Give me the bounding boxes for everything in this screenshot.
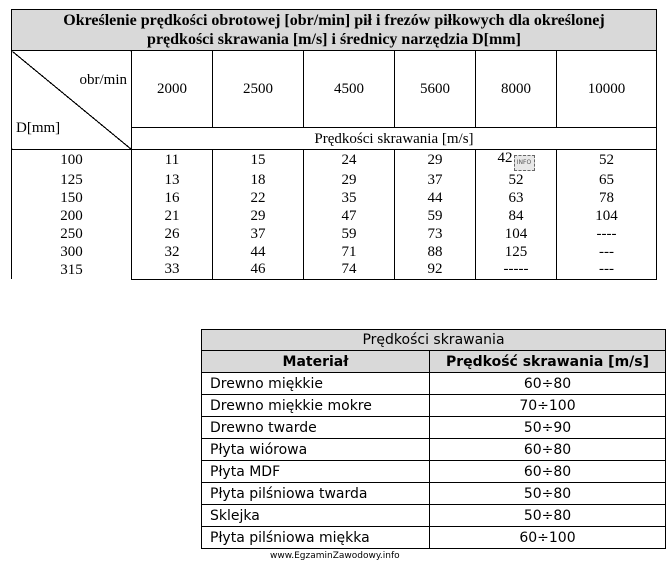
rpm-header-row — [12, 51, 657, 128]
speed-cell: 74 — [304, 261, 395, 279]
speed-range-cell: 50÷80 — [430, 483, 666, 505]
speed-cell: ---- — [557, 225, 657, 243]
material-cell: Płyta pilśniowa miękka — [202, 527, 430, 549]
table-row — [12, 171, 657, 189]
diameter-label: D[mm] — [16, 120, 61, 136]
speed-cell: 24 — [304, 150, 395, 172]
diameter-cell: 200 — [12, 207, 132, 225]
material-column-header: Materiał — [202, 351, 430, 373]
speed-cell: 37 — [395, 171, 476, 189]
rpm-header-cell: 2000 — [132, 51, 213, 128]
speed-cell: 44 — [395, 189, 476, 207]
speed-cell: 32 — [132, 243, 213, 261]
table-row — [12, 150, 657, 172]
speed-range-cell: 60÷80 — [430, 461, 666, 483]
speed-cell: 11 — [132, 150, 213, 172]
speed-cell: 65 — [557, 171, 657, 189]
speed-cell: 46 — [213, 261, 304, 279]
table-row — [202, 373, 666, 395]
cutting-speed-table — [201, 329, 666, 549]
diameter-cell: 315 — [12, 261, 132, 279]
speed-range-cell: 60÷80 — [430, 439, 666, 461]
speed-cell: 92 — [395, 261, 476, 279]
speed-subheader: Prędkości skrawania [m/s] — [132, 128, 657, 150]
speed-range-cell: 60÷100 — [430, 527, 666, 549]
table-row — [202, 505, 666, 527]
speed-cell: 88 — [395, 243, 476, 261]
table-row — [202, 527, 666, 549]
table1-title-line1: Określenie prędkości obrotowej [obr/min] pił i frezów piłkowych dla określonej — [63, 12, 605, 29]
speed-cell: 59 — [395, 207, 476, 225]
table-row — [12, 261, 657, 279]
table-row — [202, 483, 666, 505]
speed-cell: 13 — [132, 171, 213, 189]
table-row — [12, 189, 657, 207]
table2-header-row — [202, 351, 666, 373]
speed-cell: 26 — [132, 225, 213, 243]
speed-cell: 35 — [304, 189, 395, 207]
speed-cell: 71 — [304, 243, 395, 261]
material-cell: Płyta pilśniowa twarda — [202, 483, 430, 505]
speed-cell: 15 — [213, 150, 304, 172]
speed-cell: 59 — [304, 225, 395, 243]
speed-cell: 47 — [304, 207, 395, 225]
rpm-header-cell: 4500 — [304, 51, 395, 128]
table-row — [202, 395, 666, 417]
rpm-header-cell: 8000 — [476, 51, 557, 128]
rpm-header-cell: 5600 — [395, 51, 476, 128]
diameter-cell: 125 — [12, 171, 132, 189]
table1-title — [12, 10, 657, 51]
speed-range-cell: 50÷90 — [430, 417, 666, 439]
speed-cell: 73 — [395, 225, 476, 243]
speed-cell: 37 — [213, 225, 304, 243]
speed-column-header: Prędkość skrawania [m/s] — [430, 351, 666, 373]
material-cell: Drewno miękkie — [202, 373, 430, 395]
speed-range-cell: 70÷100 — [430, 395, 666, 417]
rotation-speed-table — [11, 9, 657, 280]
rpm-header-cell: 2500 — [213, 51, 304, 128]
diameter-cell: 250 — [12, 225, 132, 243]
speed-value: 42 — [497, 150, 513, 166]
speed-range-cell: 60÷80 — [430, 373, 666, 395]
speed-cell: 78 — [557, 189, 657, 207]
table-row — [202, 461, 666, 483]
speed-cell: 18 — [213, 171, 304, 189]
diameter-cell: 150 — [12, 189, 132, 207]
speed-cell: 125 — [476, 243, 557, 261]
speed-cell: 22 — [213, 189, 304, 207]
speed-cell: --- — [557, 261, 657, 279]
material-cell: Płyta MDF — [202, 461, 430, 483]
rpm-label: obr/min — [79, 72, 127, 88]
speed-range-cell: 50÷80 — [430, 505, 666, 527]
table-row — [202, 417, 666, 439]
speed-cell: 104 — [476, 225, 557, 243]
speed-cell: 84 — [476, 207, 557, 225]
table-row — [12, 225, 657, 243]
diagonal-header-cell — [12, 51, 132, 150]
diameter-cell: 300 — [12, 243, 132, 261]
material-cell: Drewno miękkie mokre — [202, 395, 430, 417]
table1-title-line2: prędkości skrawania [m/s] i średnicy narzędzia D[mm] — [147, 31, 521, 48]
speed-cell: 16 — [132, 189, 213, 207]
table1-title-row — [12, 10, 657, 51]
speed-cell: 29 — [213, 207, 304, 225]
table-row — [12, 207, 657, 225]
table2-title: Prędkości skrawania — [202, 330, 666, 351]
diameter-cell: 100 — [12, 150, 132, 172]
rpm-header-cell: 10000 — [557, 51, 657, 128]
speed-cell: 29 — [304, 171, 395, 189]
speed-cell: 21 — [132, 207, 213, 225]
speed-cell: 63 — [476, 189, 557, 207]
speed-cell: 33 — [132, 261, 213, 279]
speed-cell-with-marker — [476, 150, 557, 172]
speed-cell: ----- — [476, 261, 557, 279]
speed-cell: 52 — [476, 171, 557, 189]
table-row — [202, 439, 666, 461]
material-cell: Płyta wiórowa — [202, 439, 430, 461]
table2-title-row — [202, 330, 666, 351]
speed-cell: --- — [557, 243, 657, 261]
speed-cell: 104 — [557, 207, 657, 225]
speed-cell: 29 — [395, 150, 476, 172]
table-row — [12, 243, 657, 261]
speed-cell: 52 — [557, 150, 657, 172]
source-watermark: www.EgzaminZawodowy.info — [270, 551, 400, 561]
speed-cell: 44 — [213, 243, 304, 261]
info-marker-icon[interactable]: INFO — [514, 155, 535, 171]
material-cell: Sklejka — [202, 505, 430, 527]
material-cell: Drewno twarde — [202, 417, 430, 439]
